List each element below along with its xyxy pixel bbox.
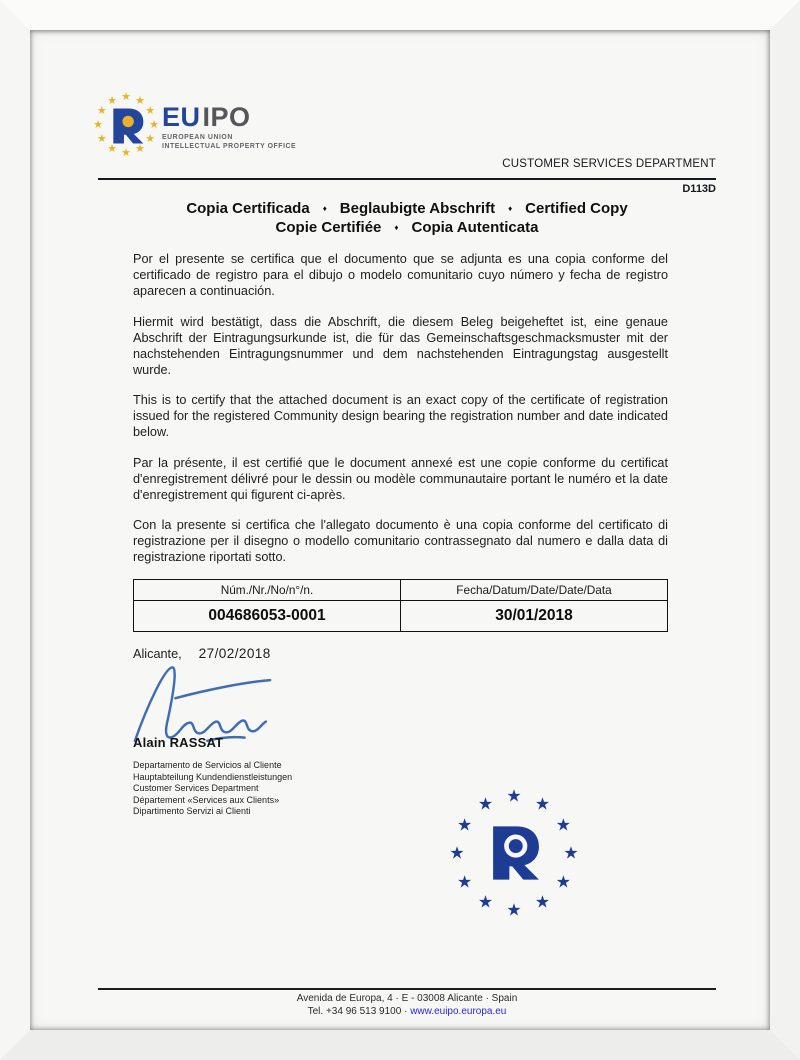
diamond-separator-icon: ♦ — [394, 223, 399, 232]
eu-star-icon: ★ — [121, 146, 131, 159]
eu-star-icon: ★ — [555, 815, 571, 835]
eu-star-icon: ★ — [96, 104, 107, 117]
header-rule — [98, 178, 716, 180]
euipo-logo — [91, 91, 161, 161]
department-name-line: Département «Services aux Clients» — [133, 794, 280, 805]
eu-star-icon: ★ — [96, 132, 107, 145]
registration-table — [133, 579, 668, 632]
eu-star-icon: ★ — [477, 794, 494, 814]
logo-subtitle-line2: INTELLECTUAL PROPERTY OFFICE — [162, 142, 297, 150]
eu-star-icon: ★ — [457, 872, 473, 892]
eu-star-icon: ★ — [93, 118, 103, 131]
certification-paragraph-it: Con la presente si certifica che l'allegato documento è una copia conforme del certificato di registrazione per il disegno o modello comunitario contrassegnato dal numero e dalla data di registrazione riportati sotto. — [133, 518, 668, 564]
eu-star-icon: ★ — [563, 843, 579, 863]
table-header-date: Fecha/Datum/Date/Date/Data — [401, 580, 668, 601]
title-term: Certified Copy — [525, 200, 628, 217]
footer-website-link[interactable]: www.euipo.europa.eu — [410, 1005, 507, 1017]
registration-date-value: 30/01/2018 — [401, 601, 668, 632]
wordmark-eu: EU — [162, 102, 201, 132]
certification-paragraph-es: Por el presente se certifica que el documento que se adjunta es una copia conforme del certificado de registro para el dibujo o modelo comunitario cuyo número y fecha de registro aparecen a continuación. — [133, 252, 668, 298]
footer — [98, 988, 716, 1018]
rcd-seal-mark-icon — [485, 824, 543, 882]
title-term: Copia Certificada — [186, 200, 310, 217]
rcd-seal — [444, 784, 584, 924]
certification-paragraph-fr: Par la présente, il est certifié que le document annexé est une copie conforme du certificat d'enregistrement délivré pour le dessin ou modèle communautaire portant le numéro et la date d'enregistrement qui figurent ci-après. — [133, 455, 668, 502]
title-term: Beglaubigte Abschrift — [339, 200, 496, 217]
eu-star-icon: ★ — [477, 893, 494, 913]
eu-star-icon: ★ — [506, 786, 522, 806]
eu-star-icon: ★ — [555, 872, 571, 892]
department-name-line: Hauptabteilung Kundendienstleistungen — [133, 771, 293, 782]
eu-star-icon: ★ — [506, 900, 522, 920]
wordmark-ipo: IPO — [202, 102, 251, 132]
footer-contact — [98, 1006, 716, 1019]
eu-star-icon: ★ — [449, 843, 465, 863]
registration-number-value: 004686053-0001 — [134, 601, 401, 632]
table-header-number: Núm./Nr./No/n°/n. — [134, 580, 401, 601]
eu-star-icon: ★ — [145, 132, 156, 145]
footer-address: Avenida de Europa, 4 · E - 03008 Alicante · Spain — [296, 993, 518, 1004]
eu-star-icon: ★ — [135, 94, 145, 107]
certificate-page — [30, 30, 770, 1030]
diamond-separator-icon: ♦ — [508, 204, 513, 213]
department-name-line: Departamento de Servicios al Cliente — [133, 760, 282, 770]
eu-star-icon: ★ — [534, 794, 551, 814]
eu-star-icon: ★ — [121, 90, 131, 103]
eu-star-icon: ★ — [107, 94, 117, 107]
handwritten-signature — [127, 662, 277, 744]
department-name-line: Dipartimento Servizi ai Clienti — [133, 806, 251, 817]
issue-date: 27/02/2018 — [198, 646, 271, 661]
title-line-1 — [98, 199, 716, 218]
eu-star-icon: ★ — [107, 143, 117, 156]
logo-subtitle-line1: EUROPEAN UNION — [162, 134, 233, 141]
footer-phone: Tel. +34 96 513 9100 · — [307, 1005, 411, 1017]
issue-place: Alicante, — [133, 647, 182, 661]
certification-text-block — [133, 251, 668, 580]
department-name-line: Customer Services Department — [133, 783, 259, 794]
title-term: Copia Autenticata — [411, 219, 539, 236]
signer-name: Alain RASSAT — [133, 735, 224, 750]
diamond-separator-icon: ♦ — [322, 204, 327, 213]
eu-star-icon: ★ — [135, 143, 145, 156]
eu-star-icon: ★ — [145, 104, 156, 117]
rcd-design-mark-icon — [108, 107, 146, 145]
euipo-wordmark — [162, 104, 296, 151]
department-header: CUSTOMER SERVICES DEPARTMENT — [502, 158, 716, 170]
title-term: Copie Certifiée — [275, 219, 382, 236]
eu-star-icon: ★ — [149, 118, 159, 131]
form-code: D113D — [682, 183, 716, 195]
certification-paragraph-de: Hiermit wird bestätigt, dass die Abschrift, die diesem Beleg beigeheftet ist, eine genaue Abschrift der Eintragungsurkunde ist, die für das Gemeinschaftsgeschmacksmuster mit der nachstehenden Eintragungsnummer und dem nachstehenden Eintragungstag ausgestellt wurde. — [133, 314, 668, 377]
document-title — [98, 199, 716, 237]
certification-paragraph-en: This is to certify that the attached document is an exact copy of the certificate of registration issued for the registered Community design bearing the registration number and date indicated below. — [133, 393, 668, 439]
issue-place-date — [133, 646, 271, 661]
eu-star-icon: ★ — [457, 815, 473, 835]
eu-star-icon: ★ — [534, 893, 551, 913]
department-name-list — [133, 760, 292, 818]
title-line-2 — [98, 218, 716, 237]
